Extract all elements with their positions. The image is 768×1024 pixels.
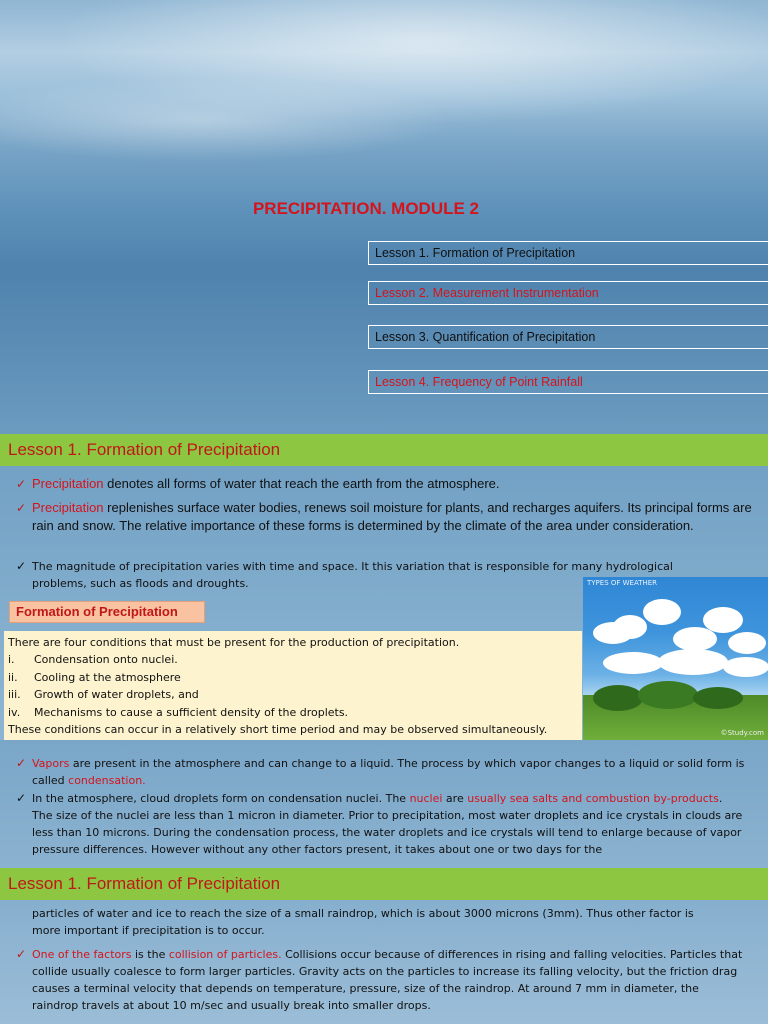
slide-header: Lesson 1. Formation of Precipitation — [0, 434, 768, 466]
lesson-3-link[interactable]: Lesson 3. Quantification of Precipitation — [368, 325, 768, 349]
check-icon: ✓ — [16, 756, 27, 770]
title-slide — [0, 0, 768, 434]
condition-item: iv. Mechanisms to cause a sufficient density of the droplets. — [8, 705, 349, 719]
photo-tag: TYPES OF WEATHER — [587, 579, 658, 587]
conditions-box — [4, 631, 582, 740]
lesson-slide-1-lower — [0, 740, 768, 868]
bullet-magnitude: ✓ The magnitude of precipitation varies with time and space. It this variation that is responsible for many hydrological problems, such as floods and droughts. — [16, 559, 673, 590]
bullet-nuclei: ✓ In the atmosphere, cloud droplets form on condensation nuclei. The nuclei are usually sea salts and combustion by-products. The size of the nuclei are less than 1 micron in diameter. Prior to precipitation, most water droplets and ice crystals in clouds are less than 10 microns. During the condensation process, the water droplets and ice crystals will tend to enlarge because of vapor pressure differences. However without any other factors present, it takes about one or two days for the — [16, 791, 743, 856]
condition-item: ii. Cooling at the atmosphere — [8, 670, 181, 684]
lesson-2-link[interactable]: Lesson 2. Measurement Instrumentation — [368, 281, 768, 305]
check-icon: ✓ — [16, 477, 27, 491]
weather-photo — [583, 577, 768, 740]
bullet-collision: ✓ One of the factors is the collision of particles. Collisions occur because of differences in rising and falling velocities. Particles that collide usually coalesce to form larger particles. Gravity acts on the particles to increase its falling velocity, but the friction drag causes a terminal velocity that depends on temperature, pressure, size of the raindrop. At around 7 mm in diameter, the raindrop travels at about 10 m/sec and usually break into smaller drops. — [16, 947, 743, 1012]
paragraph-continued: particles of water and ice to reach the size of a small raindrop, which is about 3000 microns (3mm). Thus other factor is more important if precipitation is to occur. — [32, 907, 694, 937]
module-title: PRECIPITATION. MODULE 2 — [252, 199, 480, 218]
check-icon: ✓ — [16, 501, 27, 515]
check-icon: ✓ — [16, 559, 27, 573]
condition-item: iii. Growth of water droplets, and — [8, 688, 199, 702]
conditions-outro: These conditions can occur in a relatively short time period and may be observed simultaneously. — [8, 723, 548, 737]
check-icon: ✓ — [16, 947, 27, 961]
lesson-1-link[interactable]: Lesson 1. Formation of Precipitation — [368, 241, 768, 265]
slide-header: Lesson 1. Formation of Precipitation — [0, 868, 768, 900]
condition-item: i. Condensation onto nuclei. — [8, 653, 178, 667]
formation-label: Formation of Precipitation — [9, 601, 205, 623]
bullet-vapors: ✓ Vapors are present in the atmosphere and can change to a liquid. The process by which vapor changes to a liquid or solid form is called condensation. — [16, 756, 745, 787]
bullet-precipitation-role: ✓ Precipitation replenishes surface water bodies, renews soil moisture for plants, and recharges aquifers. Its principal forms are rain and snow. The relative importance of these forms is determined by the climate of the area under consideration. — [16, 500, 752, 533]
conditions-intro: There are four conditions that must be present for the production of precipitation. — [8, 636, 460, 649]
lesson-slide-2 — [0, 868, 768, 1024]
bullet-precipitation-definition: ✓ Precipitation denotes all forms of water that reach the earth from the atmosphere. — [16, 476, 500, 491]
photo-credit: ©Study.com — [720, 729, 764, 737]
check-icon: ✓ — [16, 791, 27, 805]
lesson-4-link[interactable]: Lesson 4. Frequency of Point Rainfall — [368, 370, 768, 394]
